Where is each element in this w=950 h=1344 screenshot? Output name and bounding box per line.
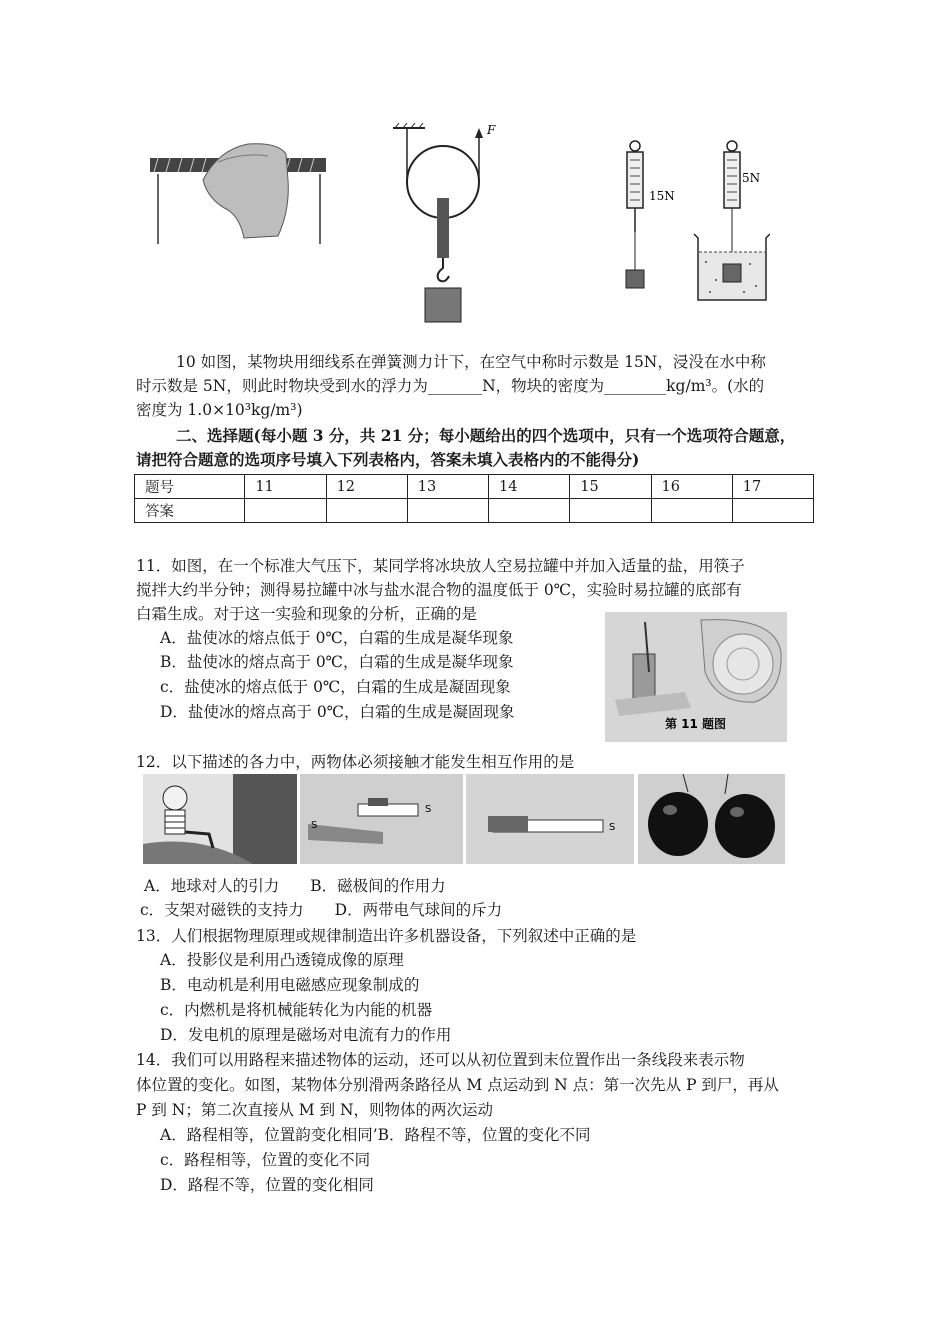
q11-line-3: 白霜生成。对于这一实验和现象的分析，正确的是 [136,605,478,623]
q11-line-1: 11．如图，在一个标准大气压下，某同学将冰块放人空易拉罐中并加入适量的盐，用筷子 [136,557,745,575]
answer-table-answer-row [135,499,814,523]
q11-photo-drawing [605,612,787,742]
q10-line-2: 时示数是 5N，则此时物块受到水的浮力为_______N，物块的密度为________kg/m³。(水的 [136,377,765,395]
q12-image-strip [143,774,785,864]
q11-photo [605,612,787,742]
q13-option-c: c．内燃机是将机械能转化为内能的机器 [160,1001,433,1019]
table-number-14: 14 [489,475,570,499]
table-number-15: 15 [570,475,651,499]
q12-pole-label-b2: S [311,820,318,831]
table-number-11: 11 [245,475,326,499]
hand-rod-figure [148,140,328,250]
section2-heading-1: 二、选择题(每小题 3 分，共 21 分；每小题给出的四个选项中，只有一个选项符合题意， [176,426,796,445]
answer-table-header-row [135,475,814,499]
q12-pole-label-c: S [609,822,616,833]
q13-option-d: D．发电机的原理是磁场对电流有力的作用 [160,1026,452,1044]
q11-option-d: D．盐使冰的熔点高于 0℃，白霜的生成是凝固现象 [160,703,515,721]
q14-line-3: P 到 N；第二次直接从 M 到 N，则物体的两次运动 [136,1101,494,1119]
scale-reading-5: 5N [742,171,761,185]
q11-line-2: 搅拌大约半分钟；测得易拉罐中冰与盐水混合物的温度低于 0℃，实验时易拉罐的底部有 [136,581,742,599]
scale-reading-15: 15N [649,189,675,203]
q14-line-2: 体位置的变化。如图，某物体分别滑两条路径从 M 点运动到 N 点：第一次先从 P 到尸，再从 [136,1076,779,1094]
table-number-17: 17 [732,475,813,499]
spring-scale-water-figure [690,140,770,305]
answer-cell-16[interactable] [651,499,732,523]
table-header-label: 题号 [135,475,245,499]
q13-option-b: B．电动机是利用电磁感应现象制成的 [160,976,420,994]
answer-cell-12[interactable] [326,499,407,523]
table-number-16: 16 [651,475,732,499]
q12-options-line-2: c．支架对磁铁的支持力 D．两带电气球间的斥力 [140,901,503,919]
spring-scale-air-figure [615,140,685,292]
q10-line-1: 10 如图，某物块用细线系在弹簧测力计下，在空气中称时示数是 15N，浸没在水中称 [176,353,766,371]
q12-stem: 12．以下描述的各力中，两物体必须接触才能发生相互作用的是 [136,753,575,771]
pulley-figure [385,122,505,327]
q14-option-d: D．路程不等，位置的变化相同 [160,1176,374,1194]
q13-option-a: A．投影仪是利用凸透镜成像的原理 [160,951,404,969]
q11-option-a: A．盐使冰的熔点低于 0℃，白霜的生成是凝华现象 [160,629,514,647]
answer-cell-17[interactable] [732,499,813,523]
q10-line-3: 密度为 1.0×10³kg/m³) [136,401,303,419]
section2-heading-2: 请把符合题意的选项序号填入下列表格内，答案未填入表格内的不能得分) [136,450,640,469]
q11-figure-caption: 第 11 题图 [665,717,727,731]
answer-cell-11[interactable] [245,499,326,523]
q11-option-c: c．盐使冰的熔点低于 0℃，白霜的生成是凝固现象 [160,678,511,696]
answer-table [134,474,814,523]
q11-option-b: B．盐使冰的熔点高于 0℃，白霜的生成是凝华现象 [160,653,514,671]
answer-cell-13[interactable] [407,499,488,523]
q12-pole-label-b1: S [425,804,432,815]
q14-line-1: 14．我们可以用路程来描述物体的运动，还可以从初位置到末位置作出一条线段来表示物 [136,1051,745,1069]
q13-stem: 13．人们根据物理原理或规律制造出许多机器设备，下列叙述中正确的是 [136,927,637,945]
q12-options-line-1: A．地球对人的引力 B．磁极间的作用力 [144,877,446,895]
force-label: F [487,123,496,137]
table-number-12: 12 [326,475,407,499]
table-answer-label: 答案 [135,499,245,523]
answer-cell-15[interactable] [570,499,651,523]
answer-cell-14[interactable] [489,499,570,523]
q14-option-c: c．路程相等，位置的变化不同 [160,1151,371,1169]
table-number-13: 13 [407,475,488,499]
q14-option-a-b: A．路程相等，位置韵变化相同’B．路程不等，位置的变化不同 [160,1126,591,1144]
q12-image-strip-drawing [143,774,785,864]
